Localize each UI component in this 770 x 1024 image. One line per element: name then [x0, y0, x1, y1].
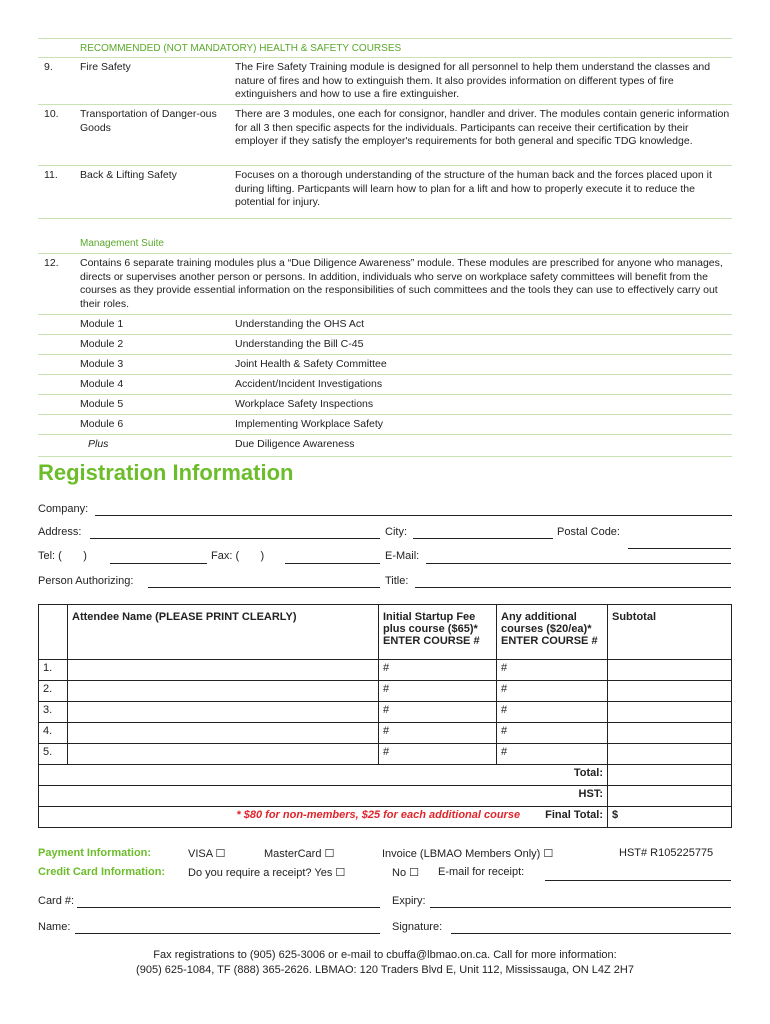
row-number: 1. [39, 660, 68, 681]
address-label: Address: [38, 526, 82, 538]
row-number: 5. [39, 744, 68, 765]
course-desc: There are 3 modules, one each for consignor, handler and driver. The modules contain generic information for all 3 then specific aspects for the individuals. Participants can receive their certification by their employer if they satisfy the employer's requirements for both general and specific TDG knowledge. [235, 108, 730, 147]
management-header-row [38, 219, 732, 254]
module-desc: Accident/Incident Investigations [235, 378, 383, 390]
fax-field[interactable] [285, 563, 380, 564]
title-field[interactable] [415, 587, 731, 588]
table-row [39, 744, 732, 765]
table-header-row [39, 605, 732, 660]
tel-label: Tel: ( ) [38, 550, 87, 562]
col-additional-courses: Any additional courses ($20/ea)* ENTER COURSE # [497, 605, 608, 660]
module-desc: Understanding the OHS Act [235, 318, 364, 330]
course-number: 9. [44, 61, 53, 73]
module-row [38, 395, 732, 415]
signature-label: Signature: [392, 921, 443, 933]
expiry-label: Expiry: [392, 895, 426, 907]
name-label: Name: [38, 921, 71, 933]
module-row [38, 335, 732, 355]
visa-checkbox[interactable]: VISA ☐ [188, 848, 226, 860]
table-row [39, 702, 732, 723]
address-field[interactable] [90, 538, 380, 539]
course-desc: Focuses on a thorough understanding of the structure of the human back and the forces placed upon it during lifting. Particpants will learn how to plan for a lift and how to properly execute it to reduce the potential for injury. [235, 169, 712, 208]
course-desc: The Fire Safety Training module is designed for all personnel to help them understand the classes and nature of fires and how to extinguish them. It also provides information on different types of fire extinguishers and how to use a fire extinguisher. [235, 61, 711, 100]
additional-course-cell[interactable]: # [497, 702, 608, 723]
card-number-label: Card #: [38, 895, 75, 907]
attendee-name-cell[interactable] [68, 660, 379, 681]
initial-course-cell[interactable]: # [379, 660, 497, 681]
table-row [39, 723, 732, 744]
additional-course-cell[interactable]: # [497, 681, 608, 702]
title-label: Title: [385, 575, 409, 587]
module-desc: Joint Health & Safety Committee [235, 358, 387, 370]
fax-label: Fax: ( ) [211, 550, 265, 562]
module-desc: Due Diligence Awareness [235, 438, 355, 450]
course-row [38, 105, 732, 166]
subtotal-cell[interactable] [608, 744, 732, 765]
module-name: Module 5 [80, 398, 124, 410]
subtotal-cell[interactable] [608, 702, 732, 723]
module-row [38, 415, 732, 435]
city-field[interactable] [413, 538, 553, 539]
recommended-header-row [38, 38, 732, 58]
registration-title: Registration Information [38, 460, 294, 485]
final-total-cell[interactable]: $ [608, 807, 732, 828]
email-receipt-field[interactable] [545, 880, 731, 881]
email-label: E-Mail: [385, 550, 420, 562]
postal-code-field[interactable] [628, 548, 731, 549]
module-row [38, 315, 732, 335]
module-desc: Understanding the Bill C-45 [235, 338, 364, 350]
additional-course-cell[interactable]: # [497, 744, 608, 765]
recommended-header: RECOMMENDED (NOT MANDATORY) HEALTH & SAFETY COURSES [80, 43, 402, 54]
subtotal-cell[interactable] [608, 660, 732, 681]
final-total-label: Final Total: [545, 809, 603, 821]
header-blank [39, 605, 68, 660]
attendee-table [38, 604, 732, 828]
card-number-field[interactable] [77, 907, 380, 908]
hst-label: HST: [39, 786, 608, 807]
col-initial-fee: Initial Startup Fee plus course ($65)* ENTER COURSE # [379, 605, 497, 660]
total-cell[interactable] [608, 765, 732, 786]
management-desc: Contains 6 separate training modules plus a “Due Diligence Awareness” module. These modules are prescribed for anyone who manages, directs or supervises another person or persons. In addition, individuals who serve on workplace safety committees will benefit from the courses as they provide essential information on the responsibilities of such committees and the tools they can use to effectively carry out their roles. [80, 257, 723, 310]
mastercard-checkbox[interactable]: MasterCard ☐ [264, 848, 335, 860]
additional-course-cell[interactable]: # [497, 660, 608, 681]
module-desc: Implementing Workplace Safety [235, 418, 384, 430]
email-field[interactable] [426, 563, 731, 564]
total-row [39, 765, 732, 786]
credit-card-info-label: Credit Card Information: [38, 866, 166, 878]
footer-line-2: (905) 625-1084, TF (888) 365-2626. LBMAO: 120 Traders Blvd E, Unit 112, Mississauga, ON L4Z 2H7 [136, 964, 634, 976]
module-row [38, 375, 732, 395]
attendee-name-cell[interactable] [68, 702, 379, 723]
hst-cell[interactable] [608, 786, 732, 807]
company-label: Company: [38, 503, 89, 515]
module-name: Module 2 [80, 338, 124, 350]
signature-field[interactable] [451, 933, 731, 934]
module-row [38, 435, 732, 457]
row-number: 4. [39, 723, 68, 744]
initial-course-cell[interactable]: # [379, 744, 497, 765]
module-row [38, 355, 732, 375]
course-name: Back & Lifting Safety [80, 169, 177, 181]
initial-course-cell[interactable]: # [379, 681, 497, 702]
courses-table [38, 38, 732, 457]
course-number: 12. [44, 257, 59, 269]
attendee-name-cell[interactable] [68, 681, 379, 702]
course-row [38, 58, 732, 105]
module-name: Module 3 [80, 358, 124, 370]
city-label: City: [385, 526, 407, 538]
company-field[interactable] [95, 515, 732, 516]
total-label: Total: [39, 765, 608, 786]
module-desc: Workplace Safety Inspections [235, 398, 374, 410]
attendee-name-cell[interactable] [68, 723, 379, 744]
person-authorizing-field[interactable] [148, 587, 380, 588]
final-total-row [39, 807, 732, 828]
initial-course-cell[interactable]: # [379, 723, 497, 744]
module-name: Module 1 [80, 318, 124, 330]
tel-field[interactable] [110, 563, 207, 564]
management-row [38, 254, 732, 315]
final-total-label-cell [39, 807, 608, 828]
subtotal-cell[interactable] [608, 723, 732, 744]
management-header: Management Suite [80, 238, 164, 249]
receipt-no-checkbox[interactable]: No ☐ [392, 867, 419, 879]
subtotal-cell[interactable] [608, 681, 732, 702]
table-row [39, 681, 732, 702]
email-receipt-label: E-mail for receipt: [438, 866, 525, 878]
module-name: Module 6 [80, 418, 124, 430]
hst-row [39, 786, 732, 807]
module-name: Module 4 [80, 378, 124, 390]
postal-code-label: Postal Code: [557, 526, 620, 538]
person-authorizing-label: Person Authorizing: [38, 575, 134, 587]
course-number: 11. [44, 169, 58, 181]
row-number: 2. [39, 681, 68, 702]
row-number: 3. [39, 702, 68, 723]
col-attendee-name: Attendee Name (PLEASE PRINT CLEARLY) [68, 605, 379, 660]
expiry-field[interactable] [430, 907, 731, 908]
receipt-yes-checkbox[interactable]: Do you require a receipt? Yes ☐ [188, 867, 346, 879]
hst-number: HST# R105225775 [619, 847, 714, 859]
attendee-name-cell[interactable] [68, 744, 379, 765]
payment-info-label: Payment Information: [38, 847, 152, 859]
course-name: Transportation of Danger-ous Goods [80, 108, 217, 134]
course-row [38, 166, 732, 219]
table-row [39, 660, 732, 681]
module-name: Plus [88, 438, 109, 450]
initial-course-cell[interactable]: # [379, 702, 497, 723]
additional-course-cell[interactable]: # [497, 723, 608, 744]
invoice-checkbox[interactable]: Invoice (LBMAO Members Only) ☐ [382, 848, 554, 860]
member-pricing-note: * $80 for non-members, $25 for each additional course [236, 809, 521, 821]
col-subtotal: Subtotal [608, 605, 732, 660]
name-field[interactable] [75, 933, 380, 934]
course-number: 10. [44, 108, 59, 120]
footer-line-1: Fax registrations to (905) 625-3006 or e-mail to cbuffa@lbmao.on.ca. Call for more information: [153, 949, 617, 961]
course-name: Fire Safety [80, 61, 131, 73]
